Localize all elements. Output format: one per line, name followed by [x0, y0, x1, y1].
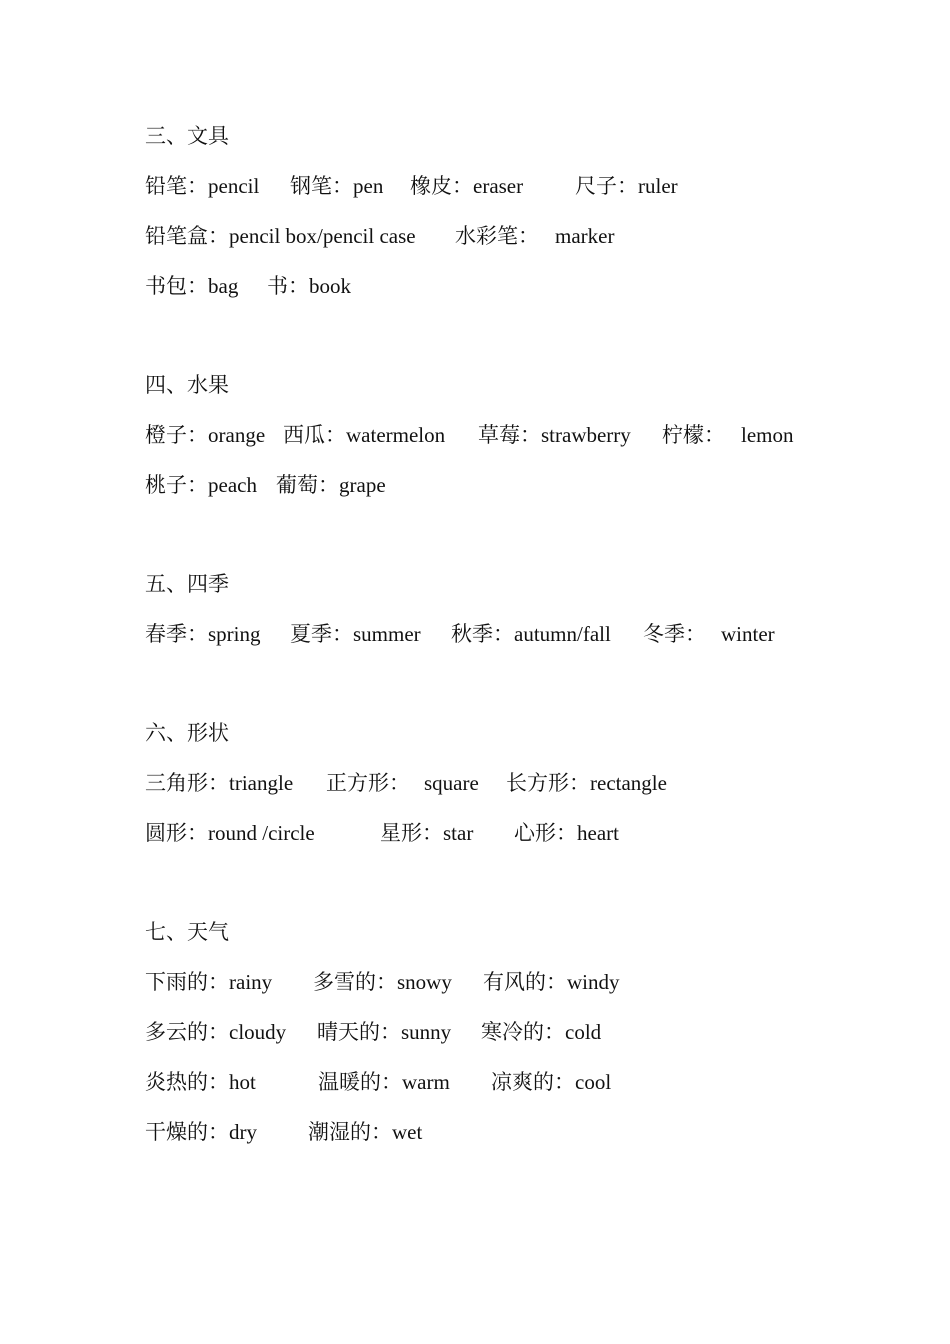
vocab-entry: 橙子：orange	[145, 423, 266, 447]
vocab-entry: 书：book	[267, 274, 351, 298]
vocab-entry: 西瓜：watermelon	[283, 423, 446, 447]
vocab-entry: 晴天的：sunny	[317, 1020, 452, 1044]
vocab-entry: 多云的：cloudy	[145, 1020, 287, 1044]
vocab-entry: 潮湿的：wet	[308, 1120, 423, 1144]
vocab-entry: 炎热的：hot	[145, 1070, 256, 1094]
vocab-entry: 有风的：windy	[483, 970, 620, 994]
vocab-entry: lemon	[741, 423, 794, 447]
vocab-entry: 铅笔盒：pencil box/pencil case	[145, 224, 416, 248]
vocab-entry: 桃子：peach	[145, 473, 257, 497]
vocab-entry: 星形：star	[380, 821, 474, 845]
section-heading-shapes: 六、形状	[145, 721, 229, 745]
vocab-entry: 三角形：triangle	[145, 771, 294, 795]
vocab-entry: 多雪的：snowy	[313, 970, 452, 994]
vocab-entry: 冬季：	[643, 622, 706, 646]
section-heading-seasons: 五、四季	[145, 572, 229, 596]
vocab-entry: 下雨的：rainy	[145, 970, 273, 994]
vocab-entry: 水彩笔：	[455, 224, 539, 248]
vocab-entry: 柠檬：	[662, 423, 725, 447]
vocab-entry: 钢笔：pen	[290, 174, 384, 198]
section-heading-fruit: 四、水果	[145, 373, 229, 397]
vocab-entry: 长方形：rectangle	[506, 771, 667, 795]
vocab-entry: 寒冷的：cold	[481, 1020, 602, 1044]
section-heading-stationery: 三、文具	[145, 124, 229, 148]
vocab-entry: 书包：bag	[145, 274, 239, 298]
vocab-entry: 正方形：	[326, 771, 410, 795]
vocab-entry: 秋季：autumn/fall	[451, 622, 611, 646]
vocab-entry: 圆形：round /circle	[145, 821, 315, 845]
vocab-entry: 铅笔：pencil	[145, 174, 260, 198]
vocab-entry: winter	[721, 622, 775, 646]
vocab-entry: 葡萄：grape	[276, 473, 386, 497]
vocab-entry: 凉爽的：cool	[491, 1070, 612, 1094]
section-heading-weather: 七、天气	[145, 920, 229, 944]
vocab-entry: 心形：heart	[514, 821, 619, 845]
vocab-entry: 夏季：summer	[290, 622, 421, 646]
vocab-entry: 干燥的：dry	[145, 1120, 257, 1144]
vocab-entry: 橡皮：eraser	[410, 174, 524, 198]
vocab-entry: 春季：spring	[145, 622, 261, 646]
vocab-entry: marker	[555, 224, 615, 248]
vocab-entry: 温暖的：warm	[318, 1070, 450, 1094]
vocab-entry: square	[424, 771, 479, 795]
vocab-entry: 尺子：ruler	[575, 174, 678, 198]
vocab-entry: 草莓：strawberry	[478, 423, 631, 447]
